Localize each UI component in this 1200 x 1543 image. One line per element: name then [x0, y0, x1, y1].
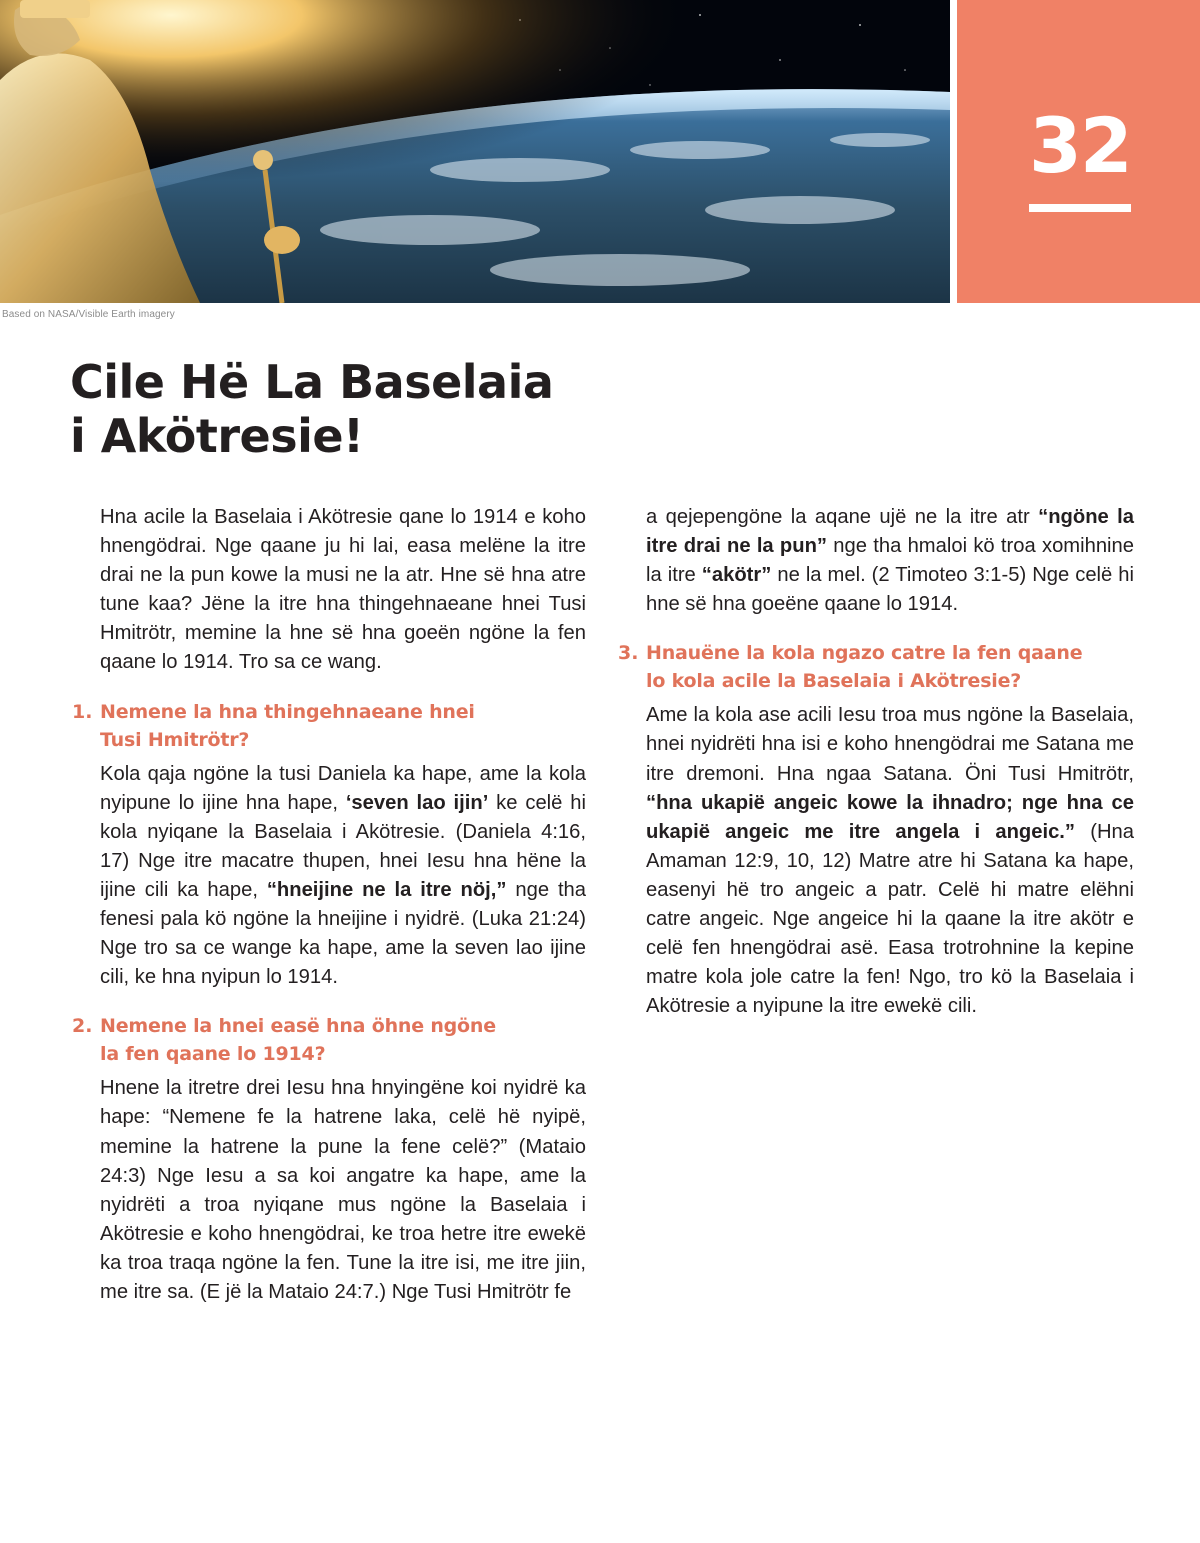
- question-line: Tusi Hmitrötr?: [100, 728, 250, 751]
- answer-text: nge tha fenesi pala kö ngöne la hneijine i nyidrë. (Luka 21:24) Nge tro sa ce wange ka hape, ame la seven lao ijine cili, ke hna nyipun lo 1914.: [100, 878, 587, 989]
- answer-bold-text: “akötr”: [701, 564, 772, 587]
- answer-bold-text: “ngöne la itre drai ne la pun”: [646, 506, 1135, 558]
- right-column: [618, 503, 1135, 1021]
- question-line: Nemene la hna thingehnaeane hnei: [100, 700, 475, 723]
- question-number: 3.: [618, 642, 639, 665]
- answer-bold-text: “hna ukapië angeic kowe la ihnadro; nge hna ce ukapië angeic me itre angela i angeic.”: [646, 791, 1134, 843]
- answer-paragraph-2: [100, 1074, 586, 1307]
- question-line: lo kola acile la Baselaia i Akötresie?: [646, 670, 1022, 693]
- lesson-number-underline: [1029, 204, 1131, 212]
- earth-from-space-illustration: [0, 0, 950, 303]
- title-line-1: Cile Hë La Baselaia: [70, 355, 554, 409]
- question-number: 2.: [72, 1015, 93, 1038]
- answer-text: nge tha hmaloi kö troa xomihnine la itre: [646, 535, 1134, 587]
- page-title: [70, 355, 670, 463]
- answer-text: a qejepengöne la aqane ujë ne la itre atr: [646, 506, 1039, 528]
- lesson-number-block: [957, 0, 1200, 303]
- lesson-number: 32: [1029, 101, 1131, 190]
- left-column: [72, 503, 587, 1307]
- answer-text: Ame la kola ase acili Iesu troa mus ngöne la Baselaia, hnei nyidrëti hna isi e koho hnengödrai me Satana me itre dremoni. Hna ngaa Satana. Öni Tusi Hmitrötr,: [646, 704, 1134, 785]
- question-line: Hnauëne la kola ngazo catre la fen qaane: [646, 642, 1083, 665]
- answer-text: Kola qaja ngöne la tusi Daniela ka hape, ame la kola nyipune lo ijine hna hape,: [100, 762, 586, 814]
- hero-image: [0, 0, 950, 303]
- answer-paragraph-1: [100, 760, 586, 993]
- answer-bold-text: “hneijine ne la itre nöj,”: [266, 878, 507, 901]
- question-line: la fen qaane lo 1914?: [100, 1043, 326, 1066]
- question-3: [618, 639, 1134, 695]
- title-line-2: i Akötresie!: [70, 409, 364, 463]
- intro-paragraph: Hna acile la Baselaia i Akötresie qane lo 1914 e koho hnengödrai. Nge qaane ju hi lai, easa melëne la itre drai ne la pun kowe la musi ne la atr. Hne së hna atre tune kaa? Jëne la itre hna thingehnaeane hnei Tusi Hmitrötr, memine la hne së hna goeën ngöne la fen qaane lo 1914. Tro sa ce wang.: [100, 506, 586, 674]
- question-heading: [100, 1012, 586, 1068]
- question-heading: [646, 639, 1134, 695]
- question-number: 1.: [72, 700, 93, 723]
- answer-bold-text: ‘seven lao ijin’: [345, 791, 489, 814]
- question-1: [72, 698, 586, 754]
- answer-paragraph-3: [646, 701, 1134, 1021]
- image-credit: Based on NASA/Visible Earth imagery: [2, 309, 175, 320]
- question-2: [72, 1012, 586, 1068]
- answer-text: Hnene la itretre drei Iesu hna hnyingëne koi nyidrë ka hape: “Nemene fe la hatrene laka, celë hë nyipë, memine la hatrene la pune la fene celë?” (Mataio 24:3) Nge Iesu a sa koi angatre ka hape, ame la nyidrëti a troa nyiqane mus ngöne la Baselaia i Akötresie e koho hnengödrai, ke troa hetre itre ewekë ka troa traqa ngöne la fen. Tune la itre isi, me itre jiin, me itre sa. (E jë la Mataio 24:7.) Nge Tusi Hmitrötr fe: [100, 1077, 586, 1303]
- answer-text: (Hna Amaman 12:9, 10, 12) Matre atre hi Satana ka hape, easenyi hë tro angeic a patr. Celë hi matre elëhni catre angeic. Nge angeice hi la qaane la itre akötr e celë fen hnengödrai asë. Easa trotrohnine la kepine matre kola jole catre la fen! Ngo, tro kö la Baselaia i Akötresie a nyipune la itre ewekë cili.: [646, 820, 1134, 1018]
- question-heading: [100, 698, 586, 754]
- question-line: Nemene la hnei easë hna öhne ngöne: [100, 1015, 496, 1038]
- answer-paragraph-2-continued: [646, 503, 1134, 619]
- answer-text: ne la mel. (2 Timoteo 3:1-5) Nge celë hi hne së hna goeëne qaane lo 1914.: [646, 564, 1134, 616]
- answer-text: ke celë hi kola nyiqane la Baselaia i Akötresie. (Daniela 4:16, 17) Nge itre macatre thupen, hnei Iesu hna hëne la ijine cili ka hape,: [100, 791, 586, 901]
